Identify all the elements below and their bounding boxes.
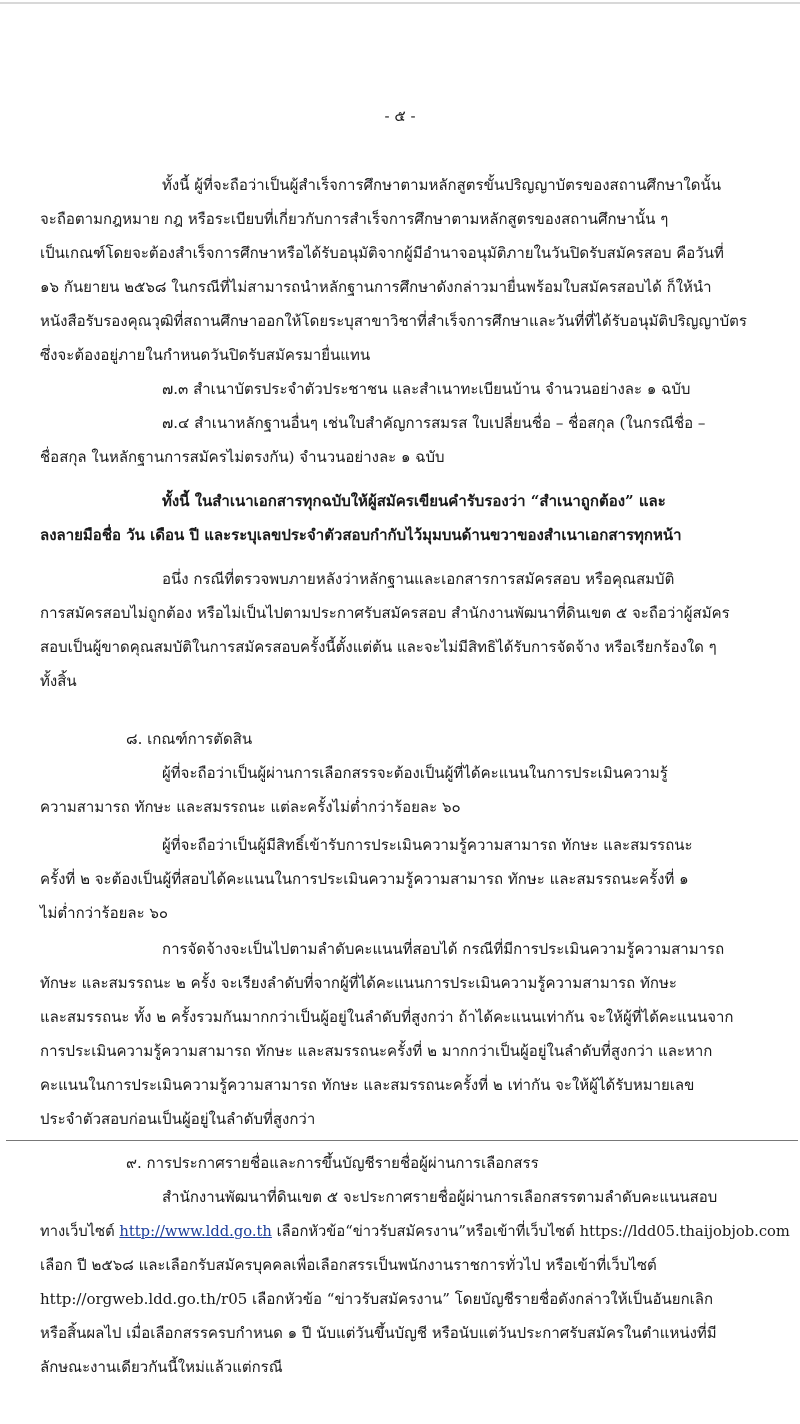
paragraph-line: หรือสิ้นผลไป เมื่อเลือกสรรครบกำหนด ๑ ปี นับแต่วันขึ้นบัญชี หรือนับแต่วันประกาศรับสมัครในตำแหน่งที่มี [40, 1324, 717, 1342]
paragraph-line: ลักษณะงานเดียวกันนี้ใหม่แล้วแต่กรณี [40, 1358, 283, 1376]
paragraph-line: จะถือตามกฎหมาย กฎ หรือระเบียบที่เกี่ยวกับการสำเร็จการศึกษาตามหลักสูตรของสถานศึกษานั้น ๆ [40, 210, 669, 228]
paragraph-line: สำนักงานพัฒนาที่ดินเขต ๕ จะประกาศรายชื่อผู้ผ่านการเลือกสรรตามลำดับคะแนนสอบ [162, 1188, 718, 1206]
section-heading-8: ๘. เกณฑ์การตัดสิน [126, 730, 253, 748]
link-prefix-text: ทางเว็บไซต์ [40, 1222, 120, 1240]
paragraph-line: และสมรรถนะ ทั้ง ๒ ครั้งรวมกันมากกว่าเป็นผู้อยู่ในลำดับที่สูงกว่า ถ้าได้คะแนนเท่ากัน จะให้ผู้ที่ได้คะแนนจาก [40, 1008, 734, 1026]
paragraph-line: http://orgweb.ldd.go.th/r05 เลือกหัวข้อ “ข่าวรับสมัครงาน” โดยบัญชีรายชื่อดังกล่าวให้เป็นอันยกเลิก [40, 1290, 714, 1308]
horizontal-rule [6, 1140, 798, 1141]
list-item-7-4-continued: ชื่อสกุล ในหลักฐานการสมัครไม่ตรงกัน) จำนวนอย่างละ ๑ ฉบับ [40, 448, 445, 466]
list-item-7-3: ๗.๓ สำเนาบัตรประจำตัวประชาชน และสำเนาทะเบียนบ้าน จำนวนอย่างละ ๑ ฉบับ [162, 380, 691, 398]
paragraph-line: เป็นเกณฑ์โดยจะต้องสำเร็จการศึกษาหรือได้รับอนุมัติจากผู้มีอำนาจอนุมัติภายในวันปิดรับสมัครสอบ คือวันที่ [40, 244, 724, 262]
paragraph-line: สอบเป็นผู้ขาดคุณสมบัติในการสมัครสอบครั้งนี้ตั้งแต่ต้น และจะไม่มีสิทธิได้รับการจัดจ้าง หรือเรียกร้องใด ๆ [40, 638, 717, 656]
paragraph-line: ความสามารถ ทักษะ และสมรรถนะ แต่ละครั้งไม่ต่ำกว่าร้อยละ ๖๐ [40, 798, 461, 816]
paragraph-line: ซึ่งจะต้องอยู่ภายในกำหนดวันปิดรับสมัครมายื่นแทน [40, 346, 371, 364]
paragraph-line: เลือก ปี ๒๕๖๘ และเลือกรับสมัครบุคคลเพื่อเลือกสรรเป็นพนักงานราชการทั่วไป หรือเข้าที่เว็บไซต์ [40, 1256, 657, 1274]
scan-edge [0, 2, 800, 4]
section-heading-9: ๙. การประกาศรายชื่อและการขึ้นบัญชีรายชื่อผู้ผ่านการเลือกสรร [126, 1154, 539, 1172]
paragraph-line: คะแนนในการประเมินความรู้ความสามารถ ทักษะ และสมรรถนะครั้งที่ ๒ เท่ากัน จะให้ผู้ได้รับหมายเลข [40, 1076, 695, 1094]
page-number: - ๕ - [384, 107, 416, 125]
ldd-website-link[interactable]: http://www.ldd.go.th [119, 1222, 272, 1240]
paragraph-line: อนึ่ง กรณีที่ตรวจพบภายหลังว่าหลักฐานและเอกสารการสมัครสอบ หรือคุณสมบัติ [162, 570, 675, 588]
paragraph-line: ทั้งสิ้น [40, 672, 77, 690]
bold-notice-line: ลงลายมือชื่อ วัน เดือน ปี และระบุเลขประจำตัวสอบกำกับไว้มุมบนด้านขวาของสำเนาเอกสารทุกหน้า [40, 526, 682, 544]
paragraph-line: ไม่ต่ำกว่าร้อยละ ๖๐ [40, 904, 169, 922]
paragraph-line: การจัดจ้างจะเป็นไปตามลำดับคะแนนที่สอบได้ กรณีที่มีการประเมินความรู้ความสามารถ [162, 940, 725, 958]
link-suffix-text: เลือกหัวข้อ“ข่าวรับสมัครงาน”หรือเข้าที่เว็บไซต์ https://ldd05.thaijobjob.com [271, 1222, 790, 1240]
paragraph-line: การประเมินความรู้ความสามารถ ทักษะ และสมรรถนะครั้งที่ ๒ มากกว่าเป็นผู้อยู่ในลำดับที่สูงกว่า และหาก [40, 1042, 713, 1060]
paragraph-line: การสมัครสอบไม่ถูกต้อง หรือไม่เป็นไปตามประกาศรับสมัครสอบ สำนักงานพัฒนาที่ดินเขต ๕ จะถือว่าผู้สมัคร [40, 604, 730, 622]
list-item-7-4: ๗.๔ สำเนาหลักฐานอื่นๆ เช่นใบสำคัญการสมรส ใบเปลี่ยนชื่อ – ชื่อสกุล (ในกรณีชื่อ – [162, 414, 706, 432]
paragraph-line: ครั้งที่ ๒ จะต้องเป็นผู้ที่สอบได้คะแนนในการประเมินความรู้ความสามารถ ทักษะ และสมรรถนะครั้งที่ ๑ [40, 870, 689, 888]
paragraph-line: ผู้ที่จะถือว่าเป็นผู้ผ่านการเลือกสรรจะต้องเป็นผู้ที่ได้คะแนนในการประเมินความรู้ [162, 764, 668, 782]
paragraph-line: ผู้ที่จะถือว่าเป็นผู้มีสิทธิ์เข้ารับการประเมินความรู้ความสามารถ ทักษะ และสมรรถนะ [162, 836, 693, 854]
paragraph-line: ๑๖ กันยายน ๒๕๖๘ ในกรณีที่ไม่สามารถนำหลักฐานการศึกษาดังกล่าวมายื่นพร้อมใบสมัครสอบได้ ก็ให้นำ [40, 278, 712, 296]
paragraph-line-with-link [40, 1214, 790, 1248]
paragraph-line: ประจำตัวสอบก่อนเป็นผู้อยู่ในลำดับที่สูงกว่า [40, 1110, 316, 1128]
paragraph-line: หนังสือรับรองคุณวุฒิที่สถานศึกษาออกให้โดยระบุสาขาวิชาที่สำเร็จการศึกษาและวันที่ที่ได้รับอนุมัติปริญญาบัตร [40, 312, 747, 330]
paragraph-line: ทั้งนี้ ผู้ที่จะถือว่าเป็นผู้สำเร็จการศึกษาตามหลักสูตรขั้นปริญญาบัตรของสถานศึกษาใดนั้น [162, 176, 721, 194]
paragraph-line: ทักษะ และสมรรถนะ ๒ ครั้ง จะเรียงลำดับที่จากผู้ที่ได้คะแนนการประเมินความรู้ความสามารถ ทักษะ [40, 974, 677, 992]
bold-notice-line: ทั้งนี้ ในสำเนาเอกสารทุกฉบับให้ผู้สมัครเขียนคำรับรองว่า “สำเนาถูกต้อง” และ [162, 492, 666, 510]
